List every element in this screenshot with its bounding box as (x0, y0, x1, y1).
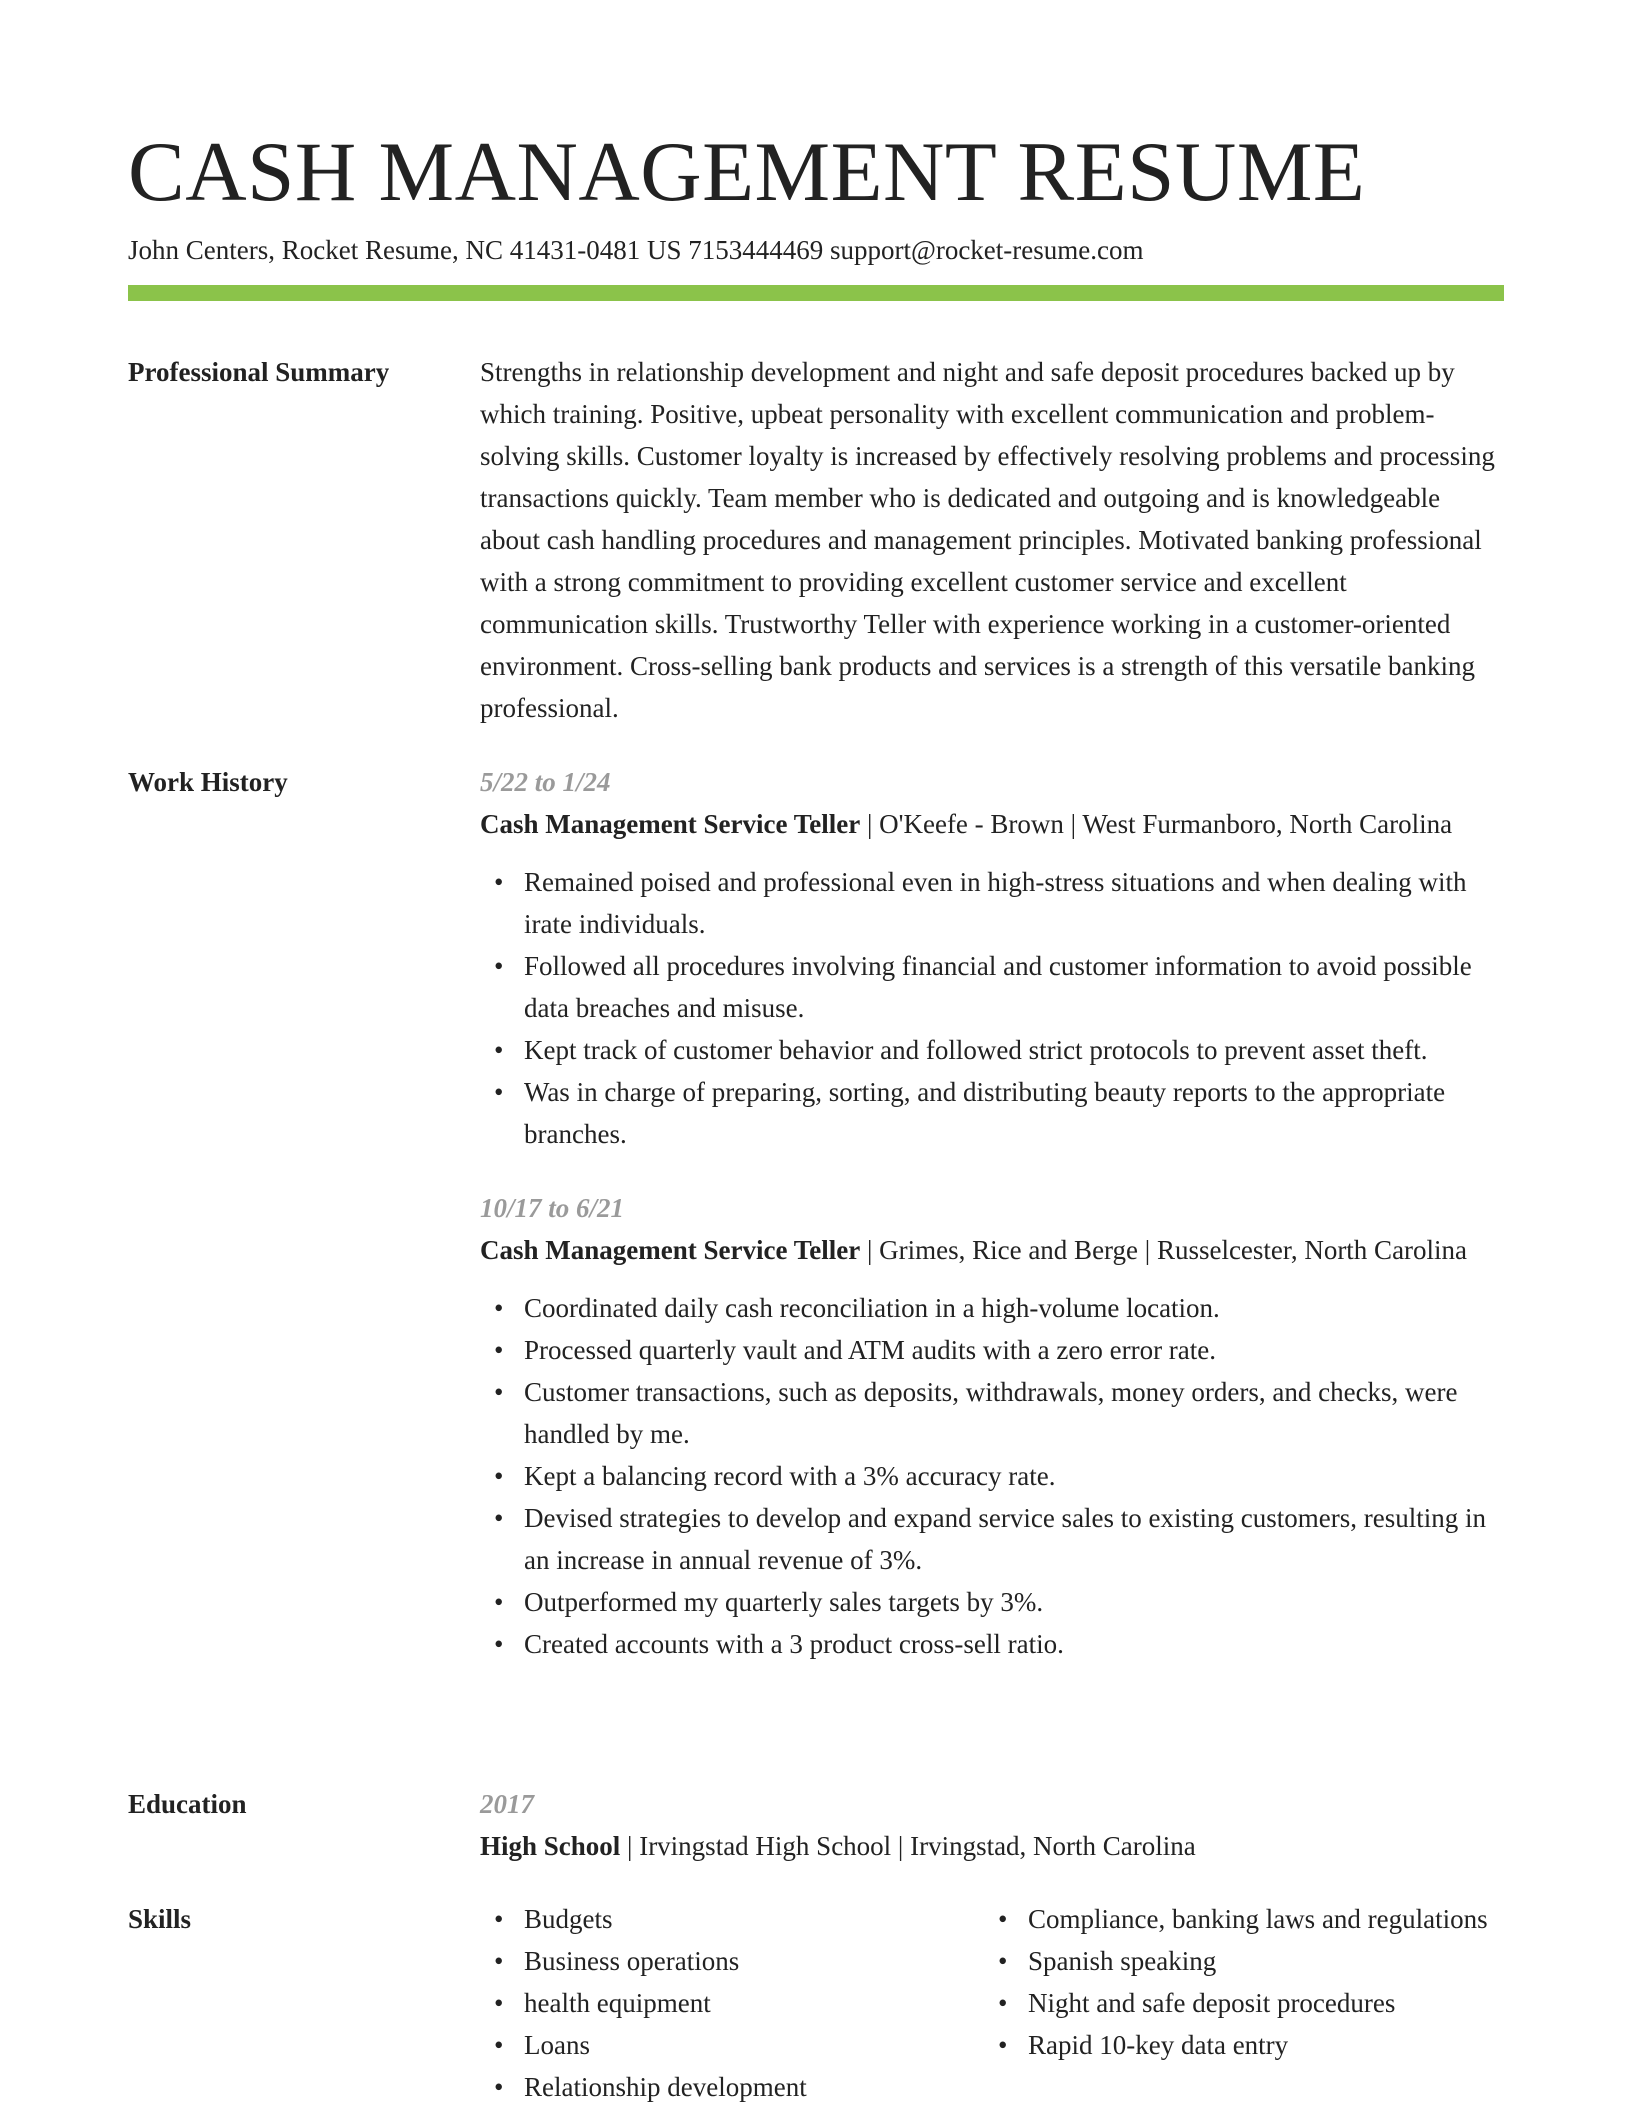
list-item: • Processed quarterly vault and ATM audits with a zero error rate. (480, 1329, 1504, 1371)
accent-divider (128, 285, 1504, 301)
list-item: • Business operations (480, 1940, 984, 1982)
list-item: • Customer transactions, such as deposits, withdrawals, money orders, and checks, were handled by me. (480, 1371, 1504, 1455)
list-item: • health equipment (480, 1982, 984, 2024)
job-entry (480, 761, 1504, 1155)
job-header (480, 803, 1504, 845)
skills-column-left (480, 1898, 984, 2108)
list-item: • Night and safe deposit procedures (984, 1982, 1488, 2024)
job-title: Cash Management Service Teller (480, 1235, 861, 1265)
list-item: • Devised strategies to develop and expand service sales to existing customers, resulting in an increase in annual revenue of 3%. (480, 1497, 1504, 1581)
education-year: 2017 (480, 1789, 534, 1819)
job-title: Cash Management Service Teller (480, 809, 861, 839)
list-item: • Kept track of customer behavior and followed strict protocols to prevent asset theft. (480, 1029, 1504, 1071)
list-item: • Relationship development (480, 2066, 984, 2108)
list-item: • Remained poised and professional even in high-stress situations and when dealing with irate individuals. (480, 861, 1504, 945)
page-title: CASH MANAGEMENT RESUME (128, 125, 1366, 219)
summary-text: Strengths in relationship development and night and safe deposit procedures backed up by which training. Positive, upbeat personality with excellent communication and problem-solving skills. Customer loyalty is increased by effectively resolving problems and processing transactions quickly. Team member who is dedicated and outgoing and is knowledgeable about cash handling procedures and management principles. Motivated banking professional with a strong commitment to providing excellent customer service and excellent communication skills. Trustworthy Teller with experience working in a customer-oriented environment. Cross-selling bank products and services is a strength of this versatile banking professional. (480, 357, 1495, 723)
section-label-summary: Professional Summary (128, 357, 390, 387)
skills-column-right (984, 1898, 1488, 2108)
section-label-skills: Skills (128, 1904, 192, 1934)
job-dates: 10/17 to 6/21 (480, 1193, 625, 1223)
contact-info: John Centers, Rocket Resume, NC 41431-0481 US 7153444469 support@rocket-resume.com (128, 235, 1144, 265)
job-dates: 5/22 to 1/24 (480, 767, 611, 797)
list-item: • Followed all procedures involving financial and customer information to avoid possible data breaches and misuse. (480, 945, 1504, 1029)
education-details: | Irvingstad High School | Irvingstad, North Carolina (620, 1831, 1196, 1861)
list-item: • Budgets (480, 1898, 984, 1940)
job-entry (480, 1187, 1504, 1665)
list-item: • Was in charge of preparing, sorting, and distributing beauty reports to the appropriate branches. (480, 1071, 1504, 1155)
list-item: • Kept a balancing record with a 3% accuracy rate. (480, 1455, 1504, 1497)
education-header (480, 1825, 1504, 1867)
section-label-education: Education (128, 1789, 247, 1819)
job-details: | Grimes, Rice and Berge | Russelcester, North Carolina (860, 1235, 1468, 1265)
list-item: • Spanish speaking (984, 1940, 1488, 1982)
section-label-work: Work History (128, 767, 288, 797)
job-header (480, 1229, 1504, 1271)
list-item: • Coordinated daily cash reconciliation in a high-volume location. (480, 1287, 1504, 1329)
job-bullets (480, 1287, 1504, 1665)
education-degree: High School (480, 1831, 621, 1861)
resume-header (128, 122, 1504, 268)
list-item: • Created accounts with a 3 product cross-sell ratio. (480, 1623, 1504, 1665)
list-item: • Compliance, banking laws and regulations (984, 1898, 1488, 1940)
list-item: • Rapid 10-key data entry (984, 2024, 1488, 2066)
job-bullets (480, 861, 1504, 1155)
list-item: • Loans (480, 2024, 984, 2066)
list-item: • Outperformed my quarterly sales targets by 3%. (480, 1581, 1504, 1623)
job-details: | O'Keefe - Brown | West Furmanboro, North Carolina (860, 809, 1453, 839)
